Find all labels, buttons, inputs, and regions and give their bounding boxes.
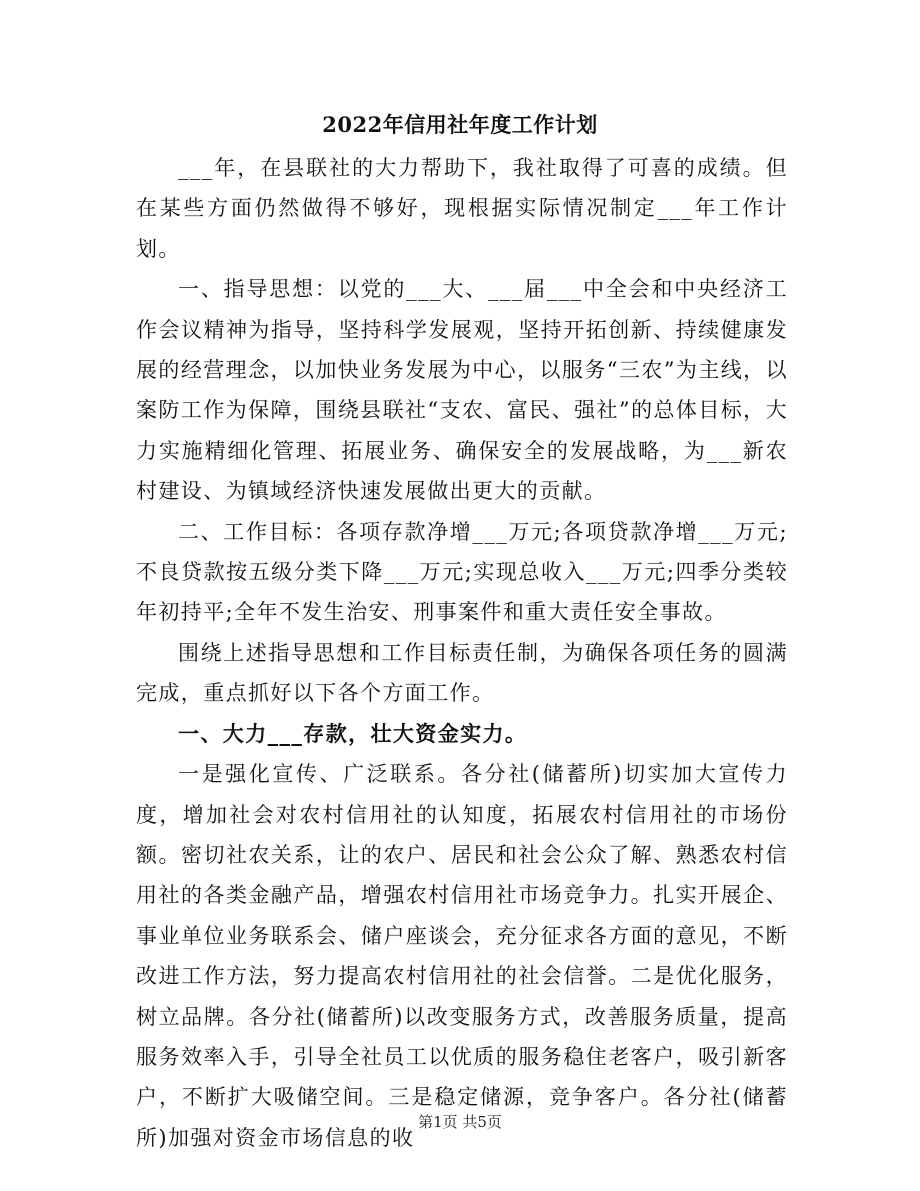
paragraph-work-goals: 二、工作目标：各项存款净增___万元;各项贷款净增___万元;不良贷款按五级分类下降___万元;实现总收入___万元;四季分类较年初持平;全年不发生治安、刑事案件和重大责任安全事故。 <box>136 519 788 625</box>
document-body <box>136 148 788 1158</box>
document-title: 2022年信用社年度工作计划 <box>322 112 598 137</box>
paragraph-guiding-ideology: 一、指导思想：以党的___大、___届___中全会和中央经济工作会议精神为指导，坚持科学发展观，坚持开拓创新、持续健康发展的经营理念，以加快业务发展为中心，以服务“三农”为主线，以案防工作为保障，围绕县联社“支农、富民、强社”的总体目标，大力实施精细化管理、拓展业务、确保安全的发展战略，为___新农村建设、为镇域经济快速发展做出更大的贡献。 <box>136 277 788 504</box>
paragraph-intro: ___年，在县联社的大力帮助下，我社取得了可喜的成绩。但在某些方面仍然做得不够好，现根据实际情况制定___年工作计划。 <box>136 156 788 261</box>
page-number-footer: 第1页 共5页 <box>418 1113 502 1131</box>
section-heading-deposits: 一、大力___存款，壮大资金实力。 <box>178 720 528 746</box>
paragraph-focus-areas: 围绕上述指导思想和工作目标责任制，为确保各项任务的圆满完成，重点抓好以下各个方面工作。 <box>136 640 788 706</box>
paragraph-deposit-measures: 一是强化宣传、广泛联系。各分社(储蓄所)切实加大宣传力度，增加社会对农村信用社的认知度，拓展农村信用社的市场份额。密切社农关系，让的农户、居民和社会公众了解、熟悉农村信用社的各类金融产品，增强农村信用社市场竞争力。扎实开展企、事业单位业务联系会、储户座谈会，充分征求各方面的意见，不断改进工作方法，努力提高农村信用社的社会信誉。二是优化服务，树立品牌。各分社(储蓄所)以改变服务方式，改善服务质量，提高服务效率入手，引导全社员工以优质的服务稳住老客户，吸引新客户，不断扩大吸储空间。三是稳定储源，竞争客户。各分社(储蓄所)加强对资金市场信息的收 <box>136 762 788 1150</box>
